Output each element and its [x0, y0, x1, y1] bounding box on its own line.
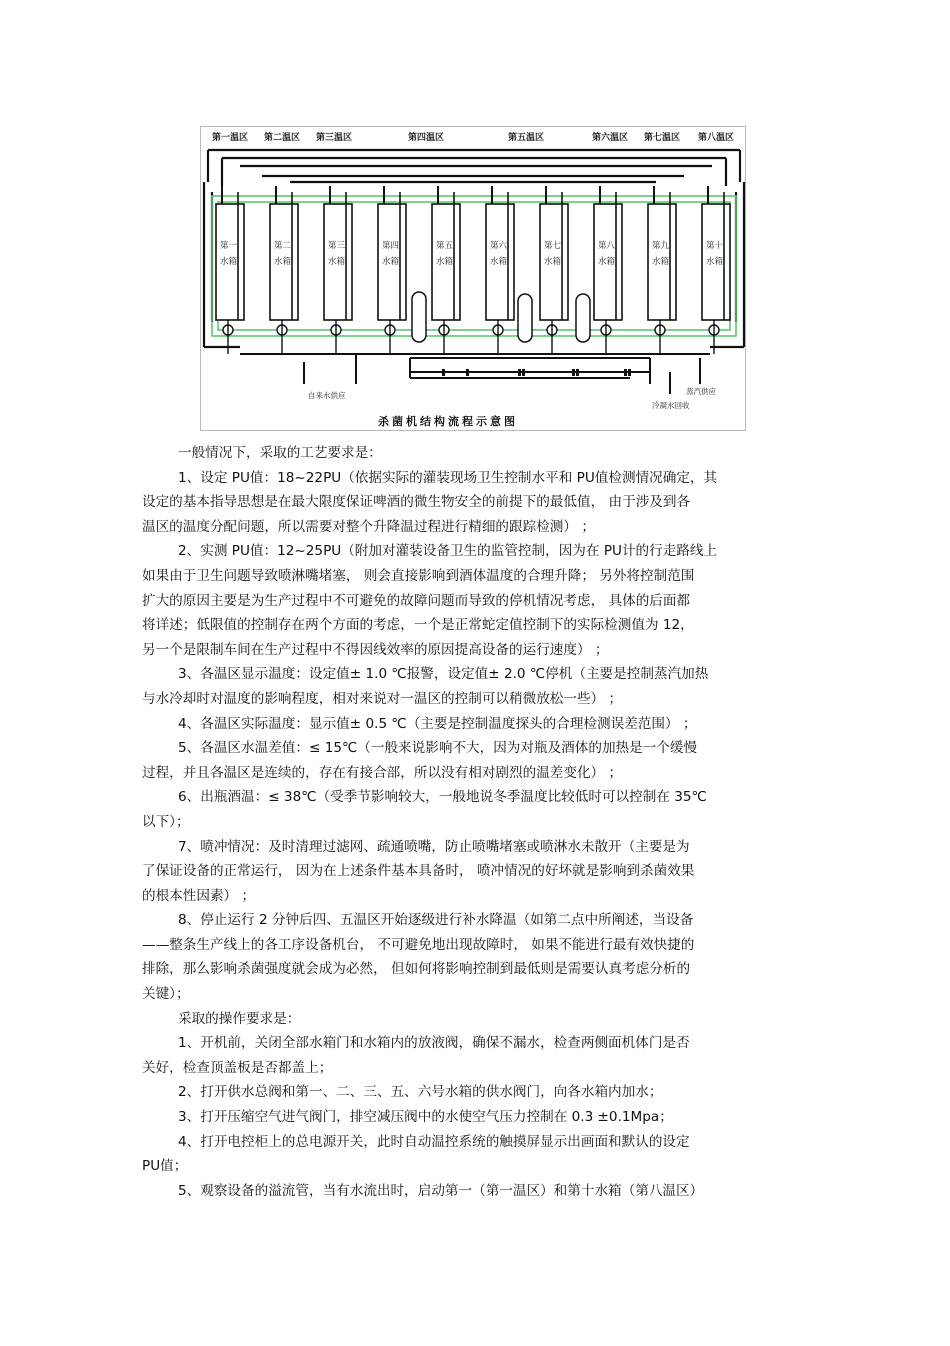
zone-label: 第三温区 [316, 133, 353, 143]
zone-label: 第七温区 [644, 133, 681, 143]
process-req-6: 6、出瓶酒温：≤ 38℃（受季节影响较大，一般地说冬季温度比较低时可以控制在 35℃ [178, 789, 707, 806]
tank-label: 水箱 [652, 257, 670, 267]
process-req-8-cont: ——整条生产线上的各工序设备机台， 不可避免地出现故障时， 如果不能进行最有效快捷的 [142, 936, 695, 953]
diagram-title: 杀菌机结构流程示意图 [378, 415, 518, 428]
tank-label: 第九 [652, 241, 670, 251]
operation-req-5: 5、观察设备的溢流管，当有水流出时，启动第一（第一温区）和第十水箱（第八温区） [178, 1182, 704, 1199]
process-req-2-cont: 另一个是限制车间在生产过程中不得因线效率的原因提高设备的运行速度） ； [142, 641, 609, 658]
tank-label: 水箱 [436, 257, 454, 267]
process-req-1-cont: 设定的基本指导思想是在最大限度保证啤酒的微生物安全的前提下的最低值， 由于涉及到各 [142, 494, 691, 511]
tap-water-label: 自来水供应 [308, 391, 346, 400]
tank-label: 第八 [598, 241, 616, 251]
zone-label: 第一温区 [212, 133, 249, 143]
process-req-6-cont: 以下）； [142, 813, 190, 830]
process-req-1-cont: 温区的温度分配问题，所以需要对整个升降温过程进行精细的跟踪检测） ； [142, 518, 595, 535]
tank-label: 第五 [436, 241, 454, 251]
process-req-8-cont: 关键）； [142, 986, 190, 1003]
sterilizer-flow-diagram [200, 122, 746, 432]
steam-label: 蒸汽供应 [686, 387, 716, 396]
tank-label: 第一 [220, 241, 238, 251]
zone-label: 第二温区 [264, 133, 301, 143]
tank-label: 水箱 [544, 257, 562, 267]
tank-label: 水箱 [706, 257, 724, 267]
process-req-8: 8、停止运行 2 分钟后四、五温区开始逐级进行补水降温（如第二点中所阐述，当设备 [178, 912, 694, 929]
process-req-7: 7、喷冲情况：及时清理过滤网、疏通喷嘴，防止喷嘴堵塞或喷淋水未散开（主要是为 [178, 838, 690, 855]
process-req-8-cont: 排除，那么影响杀菌强度就会成为必然， 但如何将影响控制到最低则是需要认真考虑分析的 [142, 961, 691, 978]
process-req-5-cont: 过程，并且各温区是连续的，存在有接合部，所以没有相对剧烈的温差变化） ； [142, 764, 623, 781]
process-req-2-cont: 将详述；低限值的控制存在两个方面的考虑，一个是正常蛇定值控制下的实际检测值为 12， [142, 617, 694, 634]
paragraph-operation-intro: 采取的操作要求是： [178, 1010, 301, 1027]
process-req-7-cont: 的根本性因素） ； [142, 887, 256, 904]
body-text [142, 441, 812, 1203]
process-req-2-cont: 如果由于卫生问题导致喷淋嘴堵塞， 则会直接影响到酒体温度的合理升降； 另外将控制范围 [142, 567, 695, 584]
zone-label: 第八温区 [698, 133, 735, 143]
process-req-3-cont: 与水冷却时对温度的影响程度，相对来说对一温区的控制可以稍微放松一些） ； [142, 690, 623, 707]
process-req-1: 1、设定 PU值：18~22PU（依据实际的灌装现场卫生控制水平和 PU值检测情况确定，其 [178, 469, 718, 486]
operation-req-4-cont: PU值； [142, 1158, 188, 1175]
tank-label: 第二 [274, 241, 292, 251]
tank-label: 第六 [490, 241, 508, 251]
tank-label: 水箱 [220, 257, 238, 267]
operation-req-1-cont: 关好，检查顶盖板是否都盖上； [142, 1059, 333, 1076]
tank-label: 水箱 [274, 257, 292, 267]
tank-label: 第四 [382, 241, 400, 251]
process-req-4: 4、各温区实际温度：显示值± 0.5 ℃（主要是控制温度探头的合理检测误差范围） ； [178, 715, 697, 732]
tank-label: 第七 [544, 241, 562, 251]
zone-label: 第六温区 [592, 133, 629, 143]
process-req-7-cont: 了保证设备的正常运行， 因为在上述条件基本具备时， 喷冲情况的好坏就是影响到杀菌效果 [142, 863, 695, 880]
process-req-2-cont: 扩大的原因主要是为生产过程中不可避免的故障问题而导致的停机情况考虑， 具体的后面都 [142, 592, 691, 609]
process-req-2: 2、实测 PU值：12~25PU（附加对灌装设备卫生的监管控制，因为在 PU计的行走路线上 [178, 543, 718, 560]
tank-label: 水箱 [328, 257, 346, 267]
zone-label: 第五温区 [508, 133, 545, 143]
operation-req-2: 2、打开供水总阀和第一、二、三、五、六号水箱的供水阀门，向各水箱内加水； [178, 1084, 663, 1101]
zone-label: 第四温区 [408, 133, 445, 143]
cold-water-label: 冷凝水回收 [652, 401, 690, 410]
paragraph-intro: 一般情况下，采取的工艺要求是： [178, 445, 382, 461]
tank-label: 水箱 [382, 257, 400, 267]
diagram-svg [200, 122, 746, 432]
tank-label: 水箱 [490, 257, 508, 267]
operation-req-1: 1、开机前，关闭全部水箱门和水箱内的放液阀，确保不漏水，检查两侧面机体门是否 [178, 1035, 690, 1052]
process-req-5: 5、各温区水温差值：≤ 15℃（一般来说影响不大，因为对瓶及酒体的加热是一个缓慢 [178, 740, 698, 757]
operation-req-4: 4、打开电控柜上的总电源开关，此时自动温控系统的触摸屏显示出画面和默认的设定 [178, 1133, 690, 1150]
tank-label: 第十 [706, 241, 724, 251]
operation-req-3: 3、打开压缩空气进气阀门，排空减压阀中的水使空气压力控制在 0.3 ±0.1Mpa； [178, 1109, 673, 1126]
process-req-3: 3、各温区显示温度：设定值± 1.0 ℃报警，设定值± 2.0 ℃停机（主要是控制蒸汽加热 [178, 666, 709, 683]
tank-label: 第三 [328, 241, 346, 251]
tank-label: 水箱 [598, 257, 616, 267]
